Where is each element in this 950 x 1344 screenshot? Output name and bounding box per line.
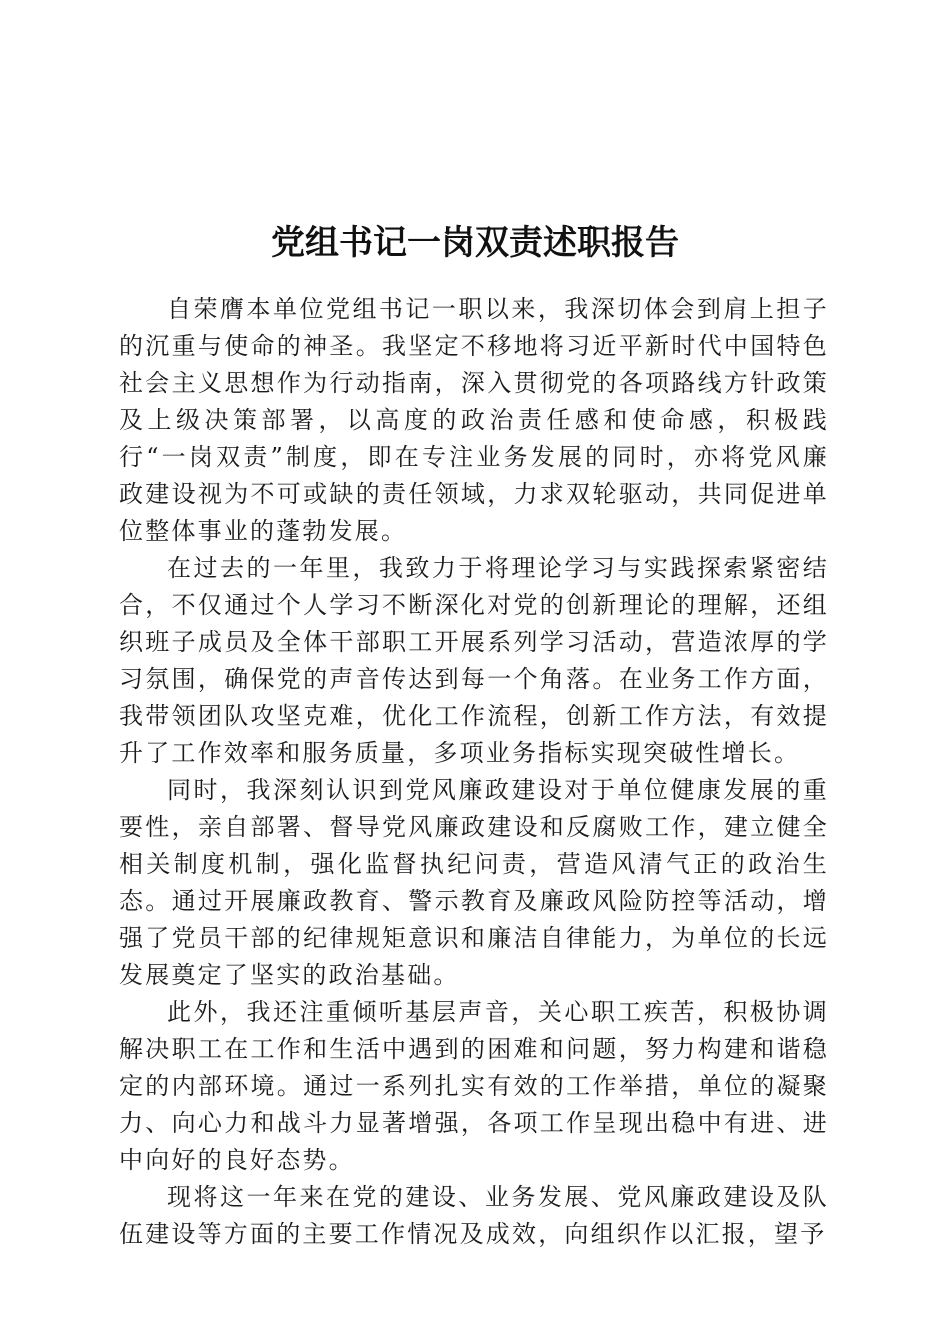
paragraph-4: 此外，我还注重倾听基层声音，关心职工疾苦，积极协调解决职工在工作和生活中遇到的困难和问题，努力构建和谐稳定的内部环境。通过一系列扎实有效的工作举措，单位的凝聚力、向心力和战斗力显著增强，各项工作呈现出稳中有进、进中向好的良好态势。 — [119, 998, 829, 1174]
paragraph-2: 在过去的一年里，我致力于将理论学习与实践探索紧密结合，不仅通过个人学习不断深化对党的创新理论的理解，还组织班子成员及全体干部职工开展系列学习活动，营造浓厚的学习氛围，确保党的声音传达到每一个角落。在业务工作方面，我带领团队攻坚克难，优化工作流程，创新工作方法，有效提升了工作效率和服务质量，多项业务指标实现突破性增长。 — [119, 554, 829, 767]
paragraph-1: 自荣膺本单位党组书记一职以来，我深切体会到肩上担子的沉重与使命的神圣。我坚定不移地将习近平新时代中国特色社会主义思想作为行动指南，深入贯彻党的各项路线方针政策及上级决策部署，以高度的政治责任感和使命感，积极践行“一岗双责”制度，即在专注业务发展的同时，亦将党风廉政建设视为不可或缺的责任领域，力求双轮驱动，共同促进单位整体事业的蓬勃发展。 — [119, 295, 829, 545]
paragraph-3: 同时，我深刻认识到党风廉政建设对于单位健康发展的重要性，亲自部署、督导党风廉政建设和反腐败工作，建立健全相关制度机制，强化监督执纪问责，营造风清气正的政治生态。通过开展廉政教育、警示教育及廉政风险防控等活动，增强了党员干部的纪律规矩意识和廉洁自律能力，为单位的长远发展奠定了坚实的政治基础。 — [119, 776, 829, 989]
document-title: 党组书记一岗双责述职报告 — [271, 222, 679, 263]
paragraph-5: 现将这一年来在党的建设、业务发展、党风廉政建设及队伍建设等方面的主要工作情况及成效，向组织作以汇报，望予 — [119, 1183, 829, 1248]
document-body — [119, 291, 829, 1253]
